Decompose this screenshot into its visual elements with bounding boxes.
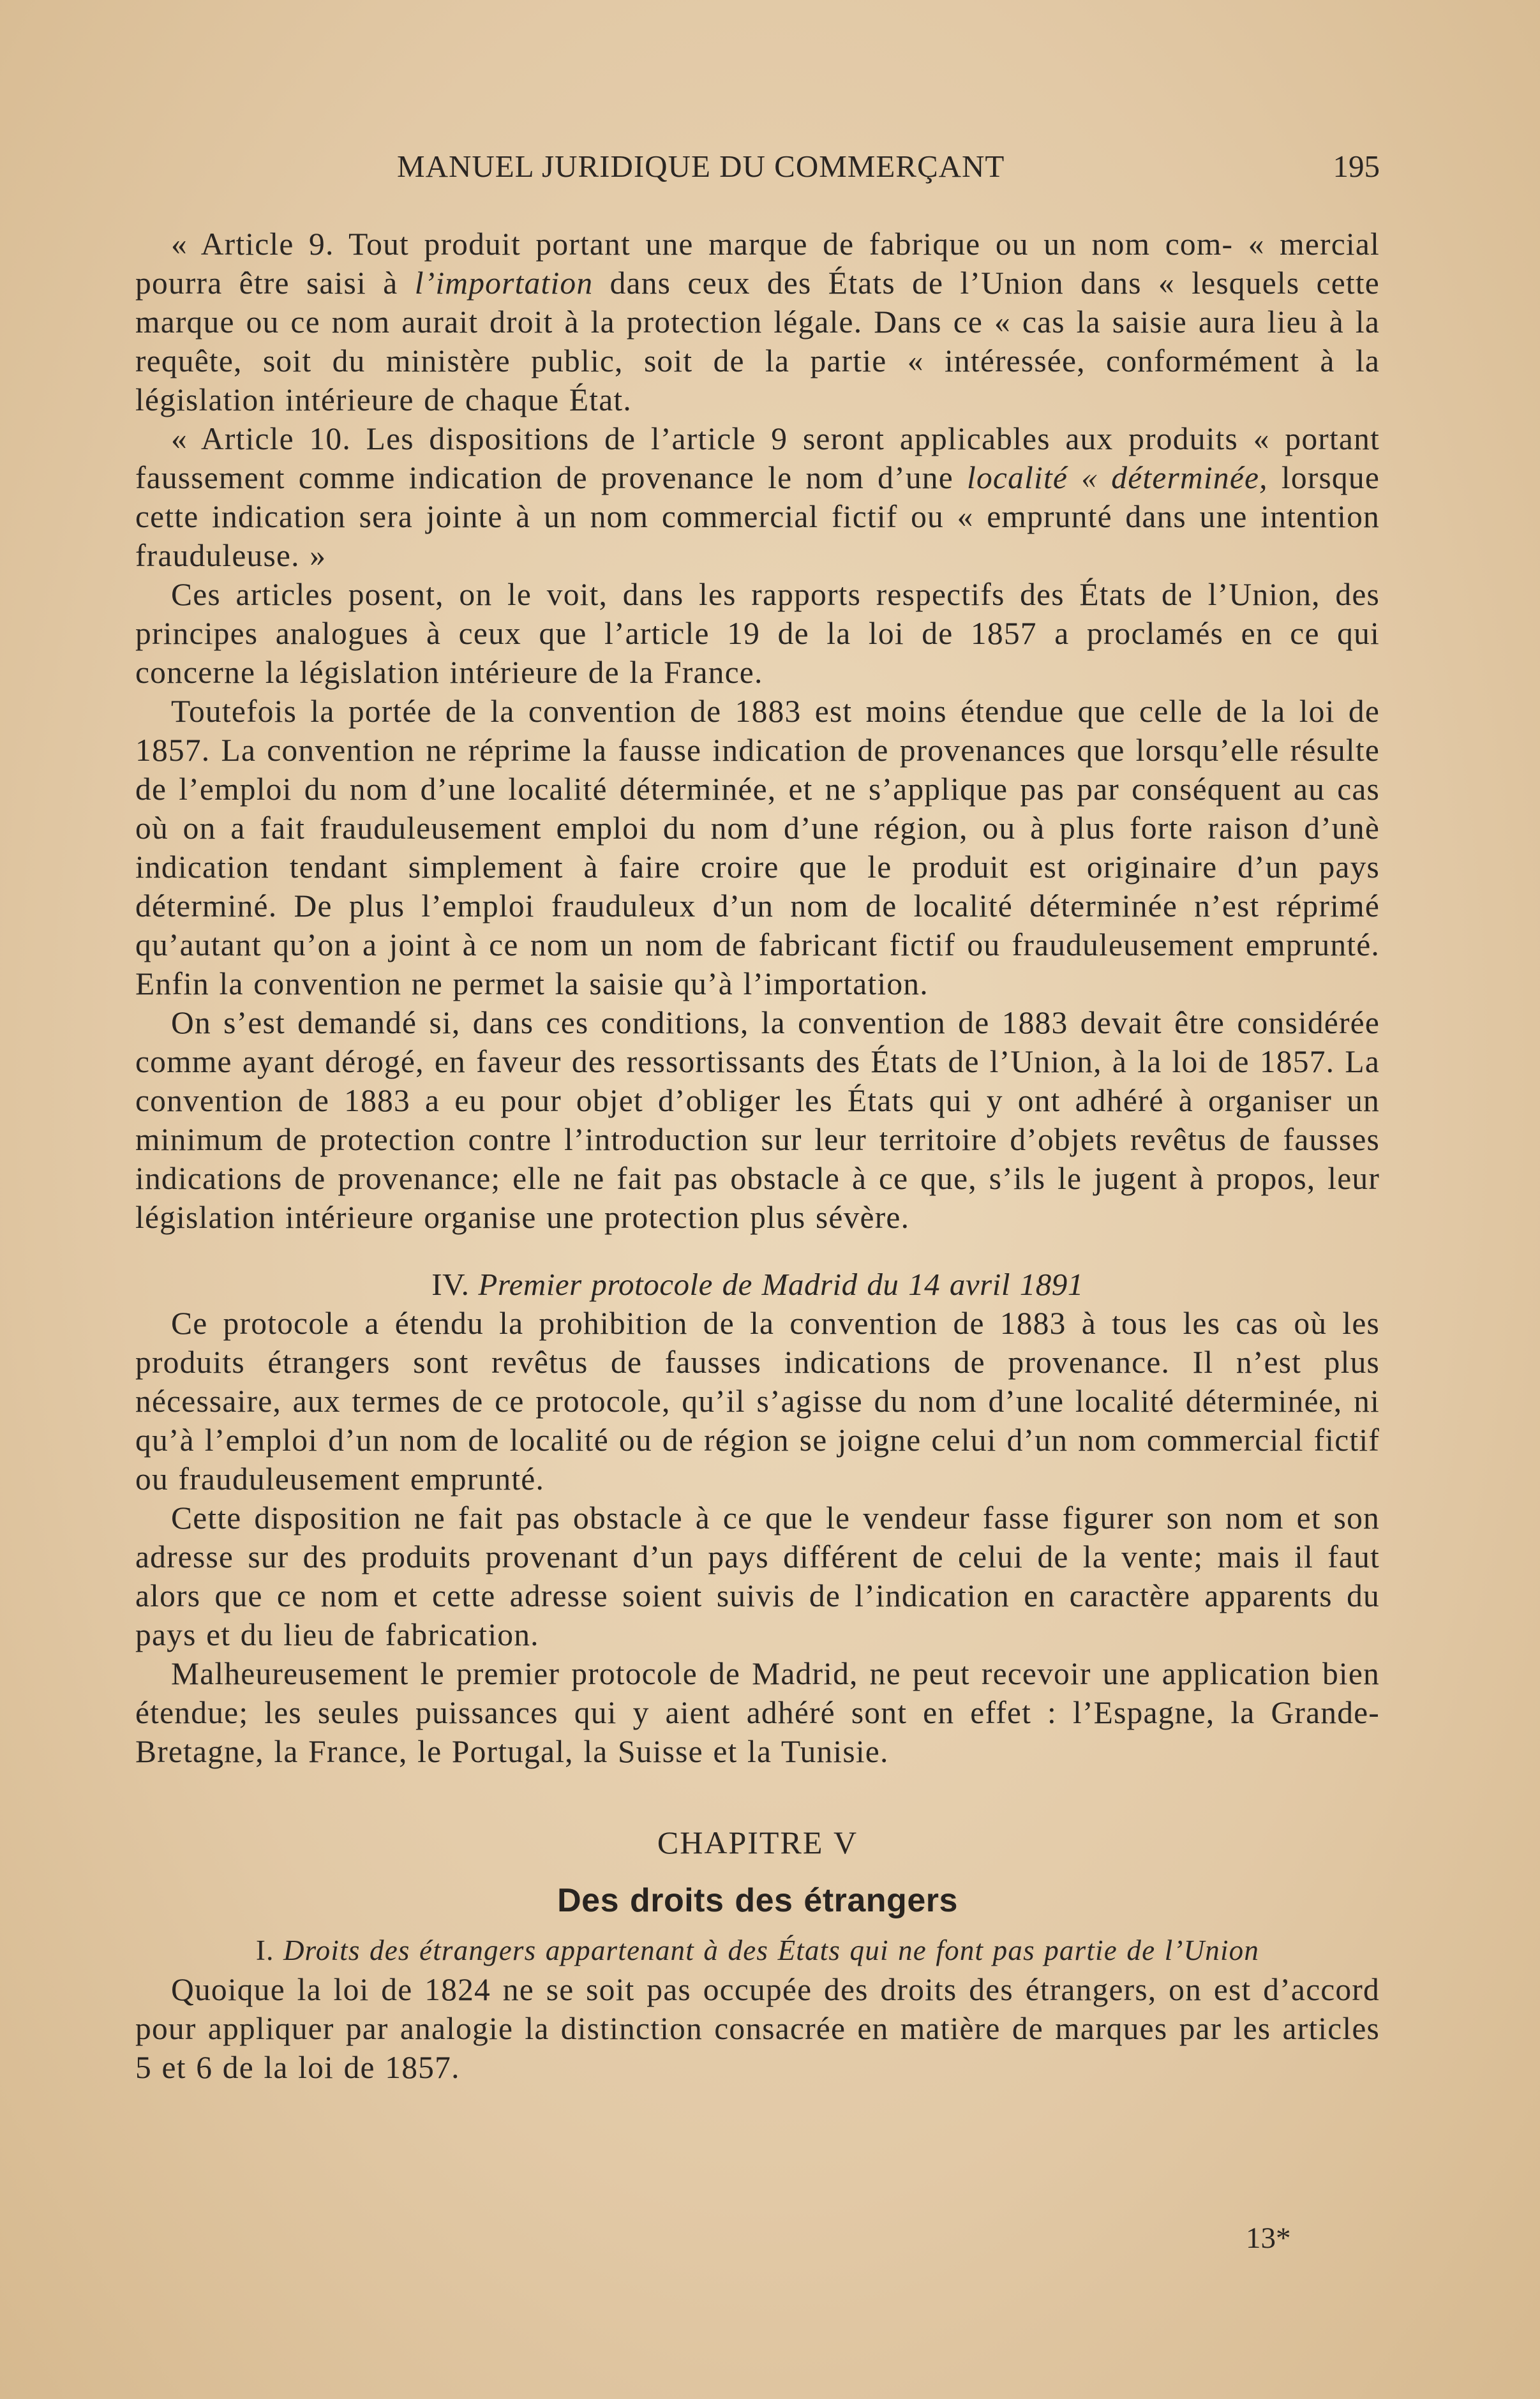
paragraph-article-9: « Article 9. Tout produit portant une marque de fabrique ou un nom com- « mercial pourra être saisi à l’importation dans ceux des États de l’Union dans « lesquels cette marque ou ce nom aurait droit à la protection légale. Dans ce « cas la saisie aura lieu à la requête, soit du ministère public, soit de la partie « intéressée, conformément à la législation intérieure de chaque État. (135, 227, 1380, 417)
page-header (135, 148, 1380, 193)
paragraph: Malheureusement le premier protocole de Madrid, ne peut recevoir une application bien étendue; les seules puissances qui y aient adhéré sont en effet : l’Espagne, la Grande-Bretagne, la France, le Portugal, la Suisse et la Tunisie. (135, 1656, 1380, 1769)
section-heading-iv: IV. Premier protocole de Madrid du 14 avril 1891 (431, 1267, 1084, 1302)
body-text (135, 225, 1380, 2087)
page-number: 195 (1333, 149, 1380, 184)
chapter-title: Des droits des étrangers (557, 1882, 958, 1919)
paragraph: Ce protocole a étendu la prohibition de la convention de 1883 à tous les cas où les produits étrangers sont revêtus de fausses indications de provenance. Il n’est plus nécessaire, aux termes de ce protocole, qu’il s’agisse du nom d’une localité déterminée, ni qu’à l’emploi d’un nom de localité ou de région se joigne celui d’un nom commercial fictif ou frauduleusement emprunté. (135, 1306, 1380, 1497)
signature-mark: 13* (1246, 2222, 1291, 2255)
running-title: MANUEL JURIDIQUE DU COMMERÇANT (397, 149, 1005, 184)
paragraph: Quoique la loi de 1824 ne se soit pas occupée des droits des étrangers, on est d’accord pour appliquer par analogie la distinction consacrée en matière de marques par les articles 5 et 6 de la loi de 1857. (135, 1972, 1380, 2085)
paragraph: Cette disposition ne fait pas obstacle à ce que le vendeur fasse figurer son nom et son adresse sur des produits provenant d’un pays différent de celui de la vente; mais il faut alors que ce nom et cette adresse soient suivis de l’indication en caractère apparents du pays et du lieu de fabrication. (135, 1500, 1380, 1652)
paragraph: On s’est demandé si, dans ces conditions, la convention de 1883 devait être considérée comme ayant dérogé, en faveur des ressortissants des États de l’Union, à la loi de 1857. La convention de 1883 a eu pour objet d’obliger les États qui y ont adhéré à organiser un minimum de protection contre l’introduction sur leur territoire d’objets revêtus de fausses indications de provenance; elle ne fait pas obstacle à ce que, s’ils le jugent à propos, leur législation intérieure organise une protection plus sévère. (135, 1005, 1380, 1235)
paragraph: Ces articles posent, on le voit, dans les rapports respectifs des États de l’Union, des principes analogues à ceux que l’article 19 de la loi de 1857 a proclamés en ce qui concerne la législation intérieure de la France. (135, 577, 1380, 690)
chapter-label: CHAPITRE V (657, 1825, 858, 1860)
paragraph: Toutefois la portée de la convention de 1883 est moins étendue que celle de la loi de 1857. La convention ne réprime la fausse indication de provenances que lorsqu’elle résulte de l’emploi du nom d’une localité déterminée, et ne s’applique pas par conséquent au cas où on a fait frauduleusement emploi du nom d’une région, ou à plus forte raison d’unè indication tendant simplement à faire croire que le produit est originaire d’un pays déterminé. De plus l’emploi frauduleux d’un nom de localité déterminée n’est réprimé qu’autant qu’on a joint à ce nom un nom de fabricant fictif ou frauduleusement emprunté. Enfin la convention ne permet la saisie qu’à l’importation. (135, 694, 1380, 1001)
paragraph-article-10: « Article 10. Les dispositions de l’article 9 seront applicables aux produits « portant faussement comme indication de provenance le nom d’une localité « déterminée, lorsque cette indication sera jointe à un nom commercial fictif ou « emprunté dans une intention frauduleuse. » (135, 421, 1380, 573)
section-heading-i: I. Droits des étrangers appartenant à des États qui ne font pas partie de l’Union (255, 1934, 1260, 1966)
